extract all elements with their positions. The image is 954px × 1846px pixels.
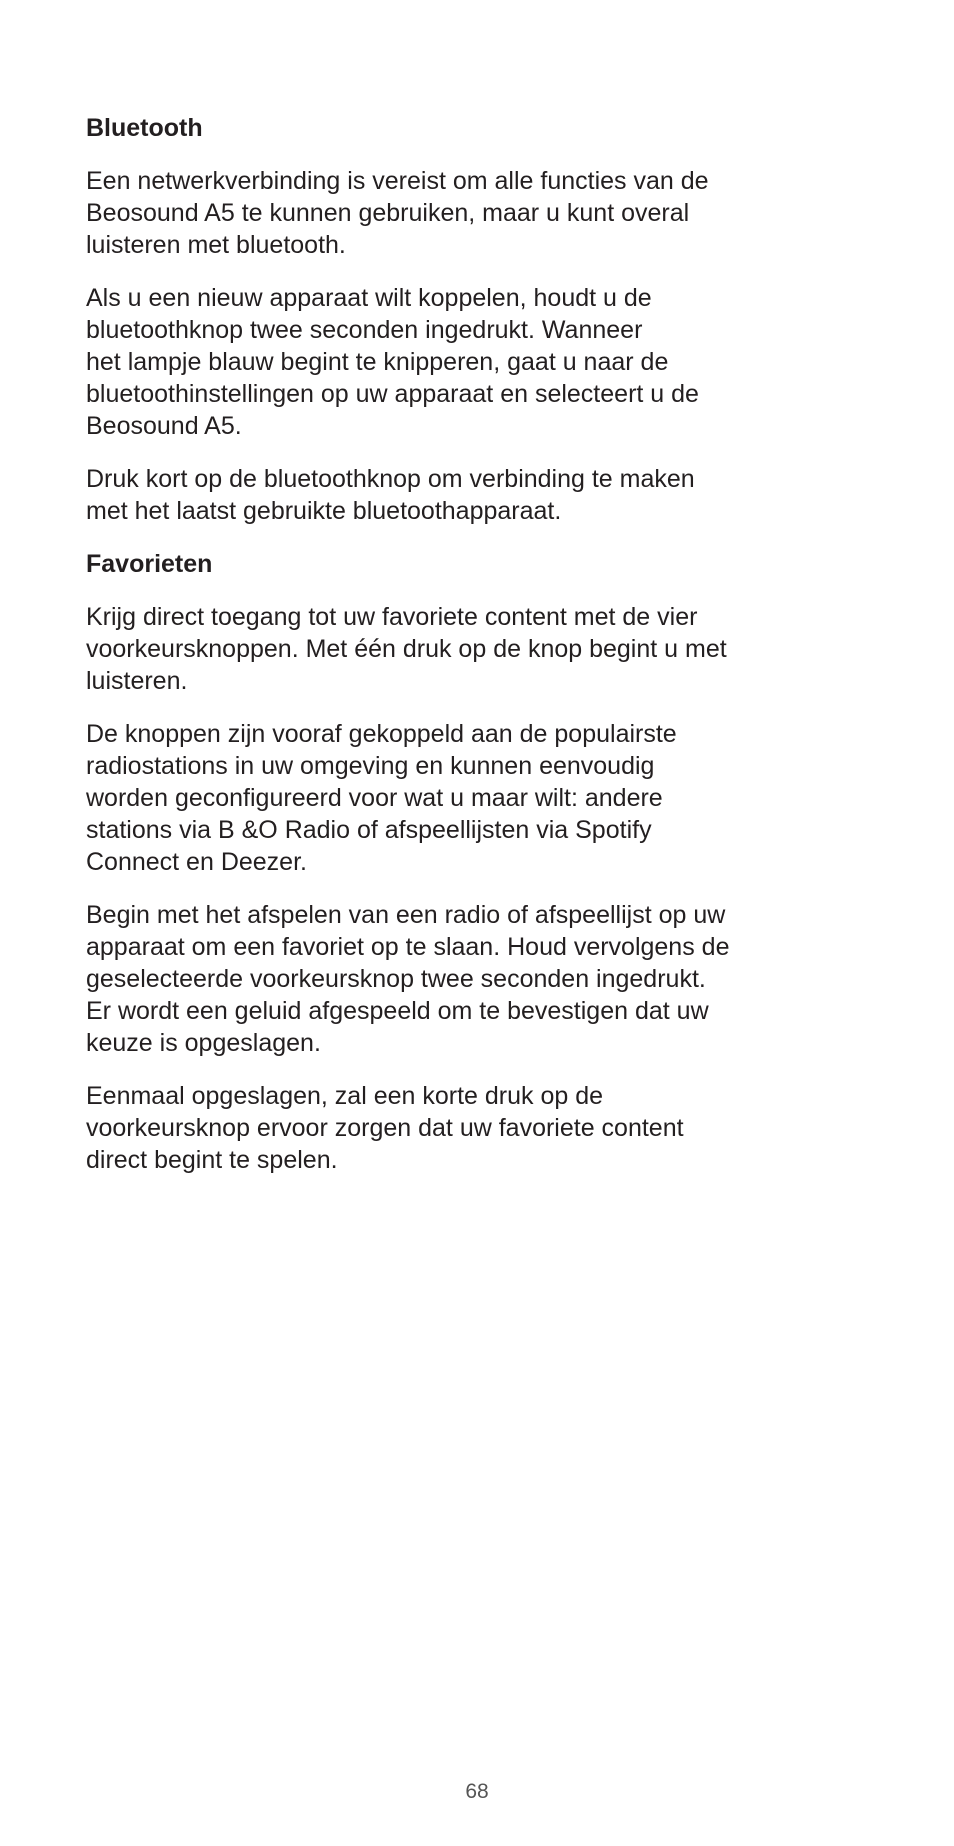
paragraph: Begin met het afspelen van een radio of afspeellijst op uw apparaat om een favoriet op te slaan. Houd vervolgens de geselecteerde voorkeursknop twee seconden ingedrukt. Er wordt een geluid afgespeeld om te bevestigen dat uw keuze is opgeslagen. [86,901,730,1057]
paragraph: Een netwerkverbinding is vereist om alle functies van de Beosound A5 te kunnen gebruiken, maar u kunt overal luisteren met bluetooth. [86,167,709,259]
paragraph: Als u een nieuw apparaat wilt koppelen, houdt u de bluetoothknop twee seconden ingedrukt. Wanneer het lampje blauw begint te knipperen, gaat u naar de bluetoothinstellingen op uw apparaat en selecteert u de Beosound A5. [86,284,699,440]
heading-bluetooth: Bluetooth [86,114,203,142]
paragraph: Eenmaal opgeslagen, zal een korte druk op de voorkeursknop ervoor zorgen dat uw favoriete content direct begint te spelen. [86,1082,684,1174]
document-body [86,112,866,1197]
page-number: 68 [465,1780,489,1803]
paragraph: De knoppen zijn vooraf gekoppeld aan de populairste radiostations in uw omgeving en kunnen eenvoudig worden geconfigureerd voor wat u maar wilt: andere stations via B &O Radio of afspeellijsten via Spotify Connect en Deezer. [86,720,677,876]
heading-favorieten: Favorieten [86,550,213,578]
paragraph: Druk kort op de bluetoothknop om verbinding te maken met het laatst gebruikte bluetoothapparaat. [86,465,695,525]
paragraph: Krijg direct toegang tot uw favoriete content met de vier voorkeursknoppen. Met één druk op de knop begint u met luisteren. [86,603,727,695]
